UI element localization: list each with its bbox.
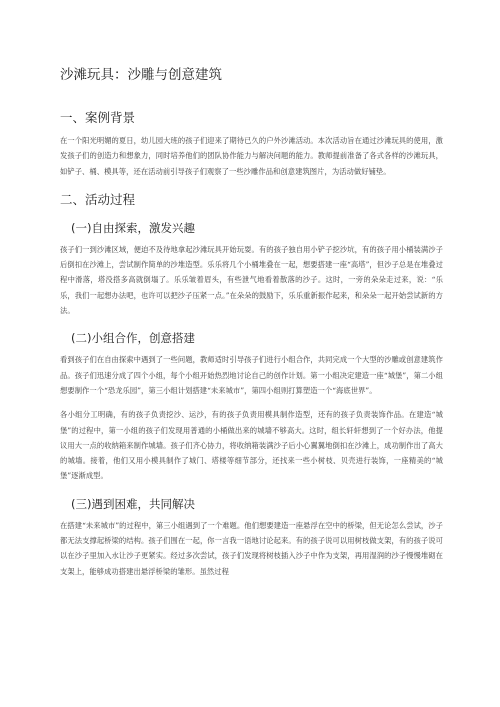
subsection-solve-difficulties [60,496,443,579]
subsection-heading-difficulties: (三)遇到困难，共同解决 [71,496,195,511]
paragraph-difficulties: 在搭建“未来城市”的过程中，第三小组遇到了一个难题。他们想要建造一座悬浮在空中的桥梁，但无论怎么尝试，沙子都无法支撑起桥梁的结构。孩子们围在一起，你一言我一语地讨论起来。有的孩子说可以用树枝做支架，有的孩子说可以在沙子里加入水让沙子更紧实。经过多次尝试，孩子们发现将树枝插入沙子中作为支架，再用湿润的沙子慢慢堆砌在支架上，能够成功搭建出悬浮桥梁的雏形。虽然过程 [60,520,443,576]
subsection-heading-exploration: (一)自由探索，激发兴趣 [71,220,195,235]
subsection-heading-cooperation: (二)小组合作，创意搭建 [71,331,195,346]
section-activity-process [60,191,443,579]
section-case-background [60,109,443,179]
subsection-free-exploration [60,220,443,318]
document-title: 沙滩玩具：沙雕与创意建筑 [60,67,222,83]
section-heading-background: 一、案例背景 [60,110,136,125]
paragraph-cooperation-1: 看到孩子们在自由探索中遇到了一些问题，教师适时引导孩子们进行小组合作，共同完成一个大型的沙雕或创意建筑作品。孩子们迅速分成了四个小组，每个小组开始热烈地讨论自己的创作计划。第一小组决定建造一座“城堡”，第二小组想要制作一个“恐龙乐园”，第三小组计划搭建“未来城市”，第四小组则打算塑造一个“海底世界”。 [60,355,443,395]
paragraph-exploration: 孩子们一到沙滩区域，便迫不及待地拿起沙滩玩具开始玩耍。有的孩子独自用小铲子挖沙坑，有的孩子用小桶装满沙子后倒扣在沙滩上，尝试制作简单的沙堆造型。乐乐将几个小桶堆叠在一起，想要搭建一座“高塔”，但沙子总是在堆叠过程中滑落，塔没搭多高就倒塌了。乐乐皱着眉头，有些泄气地看着散落的沙子。这时，一旁的朵朵走过来，说：“乐乐，我们一起想办法吧，也许可以把沙子压紧一点。”在朵朵的鼓励下，乐乐重新振作起来，和朵朵一起开始尝试新的方法。 [60,244,443,316]
section-heading-process: 二、活动过程 [60,191,136,207]
paragraph-background: 在一个阳光明媚的夏日，幼儿园大班的孩子们迎来了期待已久的户外沙滩活动。本次活动旨在通过沙滩玩具的使用，激发孩子们的创造力和想象力，同时培养他们的团队协作能力与解决问题的能力。教师提前准备了各式各样的沙滩玩具，如铲子、桶、模具等，还在活动前引导孩子们观察了一些沙雕作品和创意建筑图片，为活动做好铺垫。 [60,136,443,176]
paragraph-cooperation-2: 各小组分工明确，有的孩子负责挖沙、运沙，有的孩子负责用模具制作造型，还有的孩子负责装饰作品。在建造“城堡”的过程中，第一小组的孩子们发现用普通的小桶做出来的城墙不够高大。这时，组长轩轩想到了一个好办法，他提议用大一点的收纳箱来制作城墙。孩子们齐心协力，将收纳箱装满沙子后小心翼翼地倒扣在沙滩上，成功制作出了高大的城墙。接着，他们又用小模具制作了城门、塔楼等细节部分，还找来一些小树枝、贝壳进行装饰，一座精美的“城堡”逐渐成型。 [60,410,443,481]
subsection-group-cooperation [60,330,443,483]
